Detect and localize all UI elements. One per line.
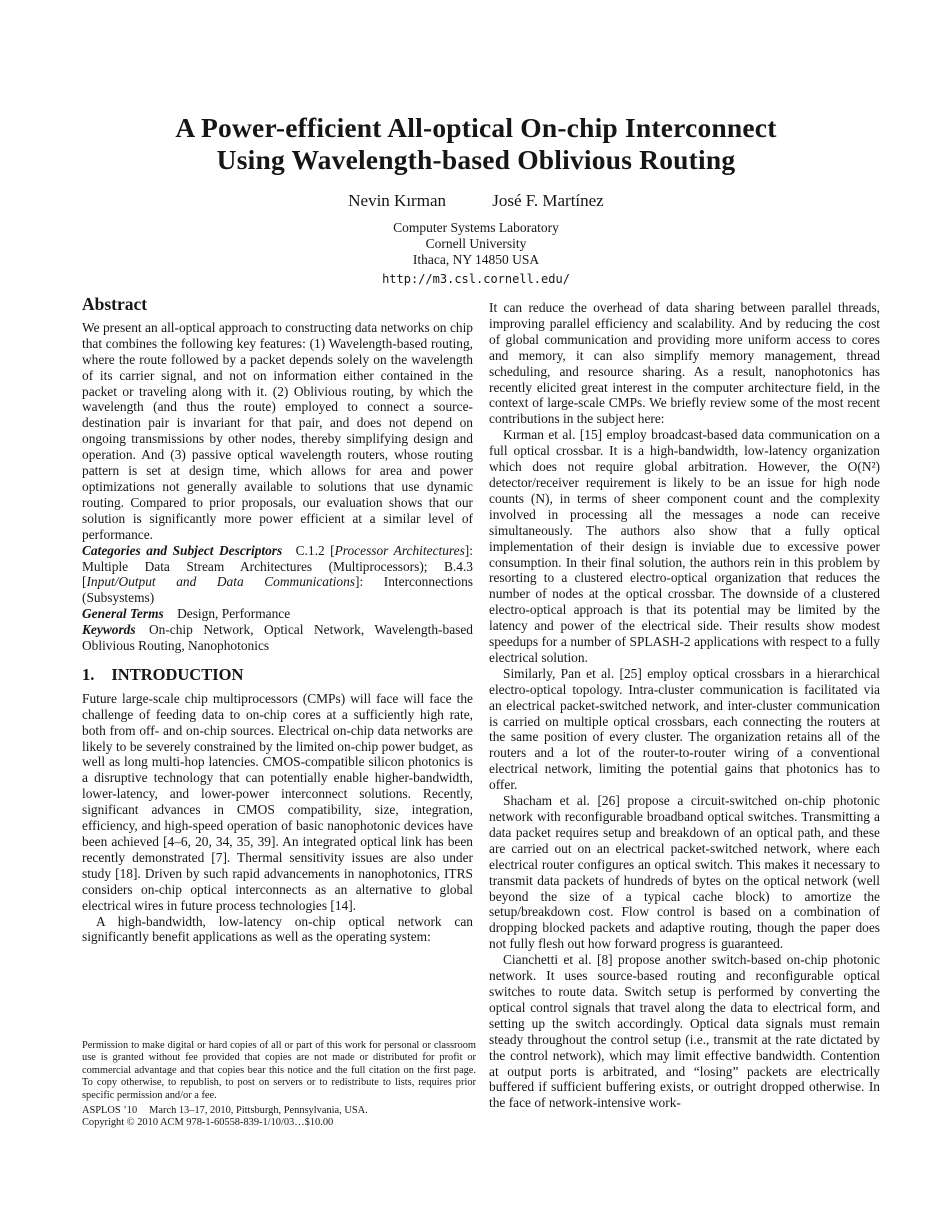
right-column (489, 300, 880, 1111)
copyright-footnote (82, 1040, 476, 1130)
introduction-section-title: INTRODUCTION (111, 664, 244, 684)
body-paragraph: Kırman et al. [15] employ broadcast-based data communication on a full optical crossbar. It is a high-bandwidth, low-latency organization which does not require global arbitration. However, the O(N²) detector/receiver requirement is likely to be an issue for high node counts (N), in terms of sheer component count and the complexity involved in processing all the messages a node can receive simultaneously. The authors also show that a fully optical implementation of their design is inviable due to excessive power consumption. In their final solution, the authors rein in this problem by resorting to a clustered electro-optical organization that reduces the number of nodes at the optical crossbar. The downside of a clustered electro-optical approach is that its potential may be limited by the latency and power of the electrical side. Their results show modest speedups for a number of SPLASH-2 applications with respect to a fully electrical solution. (489, 427, 880, 665)
body-paragraph: Cianchetti et al. [8] propose another switch-based on-chip photonic network. It uses source-based routing and reconfigurable optical switches to route data. Switch setup is performed by converting the optical control signals that travel along the data to electrical form, and setting up the switch accordingly. Optical data signals must remain steady throughout the control setup (i.e., transmit at the rate dictated by the control network), which may limit effective bandwidth. Contention at output ports is arbitrated, and “losing” packets are electrically buffered if sufficient buffering exists, or outright dropped otherwise. In the face of network-intensive work- (489, 952, 880, 1111)
body-paragraph: Shacham et al. [26] propose a circuit-switched on-chip photonic network with reconfigurable broadband optical switches. Transmitting a data packet requires setup and breakdown of an optical path, and these are carried out on an electrical packet-switched network, where each electrical router configures an optical switch. This makes it necessary to transmit data packets of hundreds of bytes on the optical network (well beyond the size of a typical cache block) to amortize the setup/breakdown cost. Flow control is based on a combination of dropping blocked packets and adaptive routing, though the paper does not fully flesh out how forward progress is guaranteed. (489, 793, 880, 952)
categories-label: Categories and Subject Descriptors (82, 542, 283, 558)
affiliation-url-link[interactable]: http://m3.csl.cornell.edu/ (382, 272, 570, 286)
author-2: José F. Martínez (492, 191, 604, 210)
general-terms-section (82, 606, 473, 622)
body-paragraph: Similarly, Pan et al. [25] employ optical crossbars in a hierarchical electro-optical topology. Intra-cluster communication is facilitated via an electrical packet-switched network, and inter-cluster communication is carried on multiple optical crossbars, each connecting the routers at the same position of every cluster. The organization retains all of the routers and a lot of the router-to-router wiring of a conventional electrical network, limiting the potential gains that photonics has to offer. (489, 665, 880, 793)
keywords-text: On-chip Network, Optical Network, Wavelength-based Oblivious Routing, Nanophotonics (82, 622, 473, 654)
affiliation-address: Ithaca, NY 14850 USA (412, 252, 540, 267)
categories-text-1: C.1.2 [ (295, 542, 335, 558)
permission-notice: Permission to make digital or hard copies of all or part of this work for personal or classroom use is granted without fee provided that copies are not made or distributed for profit or commercial advantage and that copies bear this notice and the full citation on the first page. To copy otherwise, to republish, to post on servers or to redistribute to lists, requires prior specific permission and/or a fee. (82, 1040, 476, 1101)
keywords-section (82, 622, 473, 654)
abstract-heading: Abstract (82, 294, 148, 314)
title-block (0, 112, 952, 287)
author-list (0, 191, 952, 211)
left-column (82, 294, 474, 945)
introduction-heading (82, 664, 473, 684)
categories-section (82, 543, 473, 607)
paper-title (0, 112, 952, 176)
general-terms-label: General Terms (82, 606, 164, 622)
categories-text-3: ]: Interconnections (Subsystems) (82, 574, 474, 606)
conference-date: March 13–17, 2010, Pittsburgh, Pennsylvania, USA. (149, 1105, 368, 1117)
affiliation-lab: Computer Systems Laboratory (393, 220, 559, 235)
copyright-line: Copyright © 2010 ACM 978-1-60558-839-1/10/03…$10.00 (82, 1117, 334, 1129)
categories-text-2: ]: Multiple Data Stream Architectures (Multiprocessors); B.4.3 [ (82, 542, 473, 590)
introduction-section-number: 1. (82, 664, 95, 684)
introduction-paragraph-1: Future large-scale chip multiprocessors (CMPs) will face will face the challenge of feeding data to on-chip cores at a sufficiently high rate, both from off- and on-chip sources. Electrical on-chip data networks are likely to be severely constrained by the limited on-chip power budget, as well as long multi-hop latencies. CMOS-compatible silicon photonics is a disruptive technology that can potentially enable higher-bandwidth, lower-latency, and lower-power interconnect solutions. Recently, significant advances in CMOS compatibility, size, integration, efficiency, and high-speed operation of basic nanophotonic devices have been achieved [4–6, 20, 34, 35, 39]. An integrated optical link has been recently demonstrated [7]. Thermal sensitivity issues are also under study [18]. Driven by such rapid advancements in nanophotonics, ITRS considers on-chip optical interconnects as an alternative to global electrical wires in future process technologies [14]. (82, 690, 473, 913)
conference-name: ASPLOS ’10 (82, 1105, 138, 1117)
introduction-paragraph-2: A high-bandwidth, low-latency on-chip optical network can significantly benefit applications as well as the operating system: (82, 913, 473, 945)
abstract-body: We present an all-optical approach to constructing data networks on chip that combines the following key features: (1) Wavelength-based routing, where the route followed by a packet depends solely on the wavelength of its carrier signal, and not on information either contained in the packet or traveling along with it. (2) Oblivious routing, by which the wavelength (and thus the route) employed to connect a source-destination pair is invariant for that pair, and does not depend on ongoing transmissions by other nodes, thereby simplifying design and operation. And (3) passive optical wavelength routers, whose routing pattern is set at design time, which allows for area and power optimizations not generally available to solutions that use dynamic routing. Compared to prior proposals, our evaluation shows that our solution is significantly more power efficient at a similar level of performance. (82, 319, 473, 542)
categories-italic-2: Input/Output and Data Communications (86, 574, 356, 590)
body-paragraph: It can reduce the overhead of data sharing between parallel threads, improving parallel efficiency and scalability. And by reducing the cost of global communication and providing more uniform access to cores and memory, it can also simplify memory management, thread scheduling, and resource sharing. As a result, nanophotonics has recently elicited great interest in the computer architecture field, in the context of large-scale CMPs. We briefly review some of the most recent contributions in the subject here: (489, 300, 880, 427)
paper-title-line2: Using Wavelength-based Oblivious Routing (216, 144, 736, 175)
author-1: Nevin Kırman (348, 191, 446, 210)
categories-italic-1: Processor Architectures (334, 542, 465, 558)
general-terms-text: Design, Performance (177, 606, 291, 622)
conference-info (82, 1105, 476, 1117)
affiliation-block (0, 220, 952, 287)
affiliation-university: Cornell University (425, 236, 527, 251)
paper-title-line1: A Power-efficient All-optical On-chip Interconnect (175, 112, 777, 143)
keywords-label: Keywords (82, 622, 136, 638)
